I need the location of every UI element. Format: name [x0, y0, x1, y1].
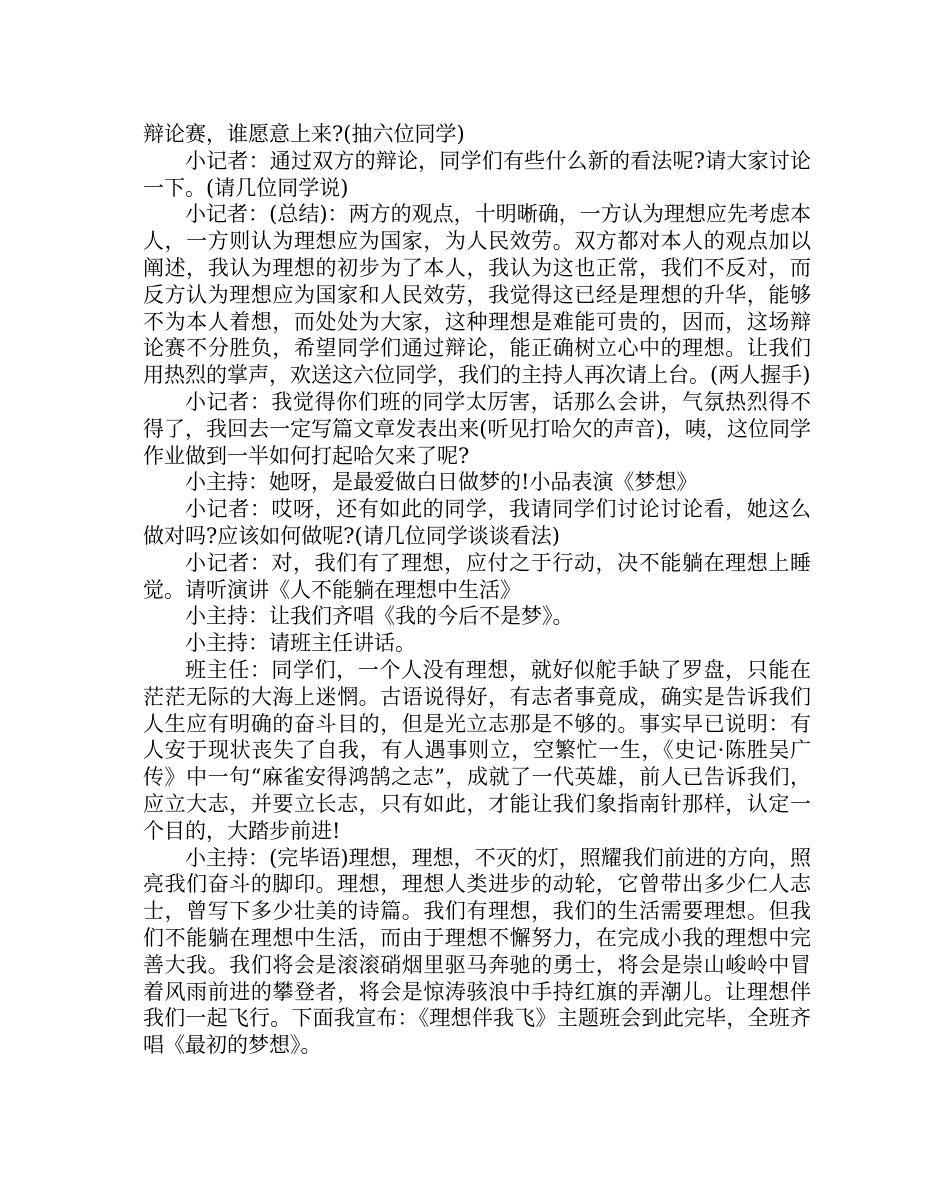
paragraph-debate-invite: 辩论赛，谁愿意上来?(抽六位同学) — [143, 122, 465, 146]
paragraph-host-teacher: 小主持：请班主任讲话。 — [185, 631, 416, 656]
paragraph-host-song: 小主持：让我们齐唱《我的今后不是梦》。 — [185, 604, 574, 629]
paragraph-teacher-speech: 班主任：同学们，一个人没有理想，就好似舵手缺了罗盘，只能在茫茫无际的大海上迷惘。古语说得好，有志者事竟成，确实是告诉我们人生应有明确的奋斗目的，但是光立志那是不够的。事实早已说明：有人安于现状丧失了自我，有人遇事则立，空繁忙一生，《史记·陈胜吴广传》中一句“麻雀安得鸿鹄之志”，成就了一代英雄，前人已告诉我们，应立大志，并要立长志，只有如此，才能让我们象指南针那样，认定一个目的，大踏步前进! — [143, 657, 811, 843]
paragraph-reporter-question: 小记者：哎呀，还有如此的同学，我请同学们讨论讨论看，她这么做对吗?应该如何做呢?(请几位同学谈谈看法) — [143, 497, 811, 548]
paragraph-reporter-discussion: 小记者：通过双方的辩论，同学们有些什么新的看法呢?请大家讨论一下。(请几位同学说) — [143, 148, 811, 200]
paragraph-host-closing: 小主持：(完毕语)理想，理想，不灭的灯，照耀我们前进的方向，照亮我们奋斗的脚印。理想，理想人类进步的动轮，它曾带出多少仁人志士，曾写下多少壮美的诗篇。我们有理想，我们的生活需要理想。但我们不能躺在理想中生活，而由于理想不懈努力，在完成小我的理想中完善大我。我们将会是滚滚硝烟里驱马奔驰的勇士，将会是崇山峻岭中冒着风雨前进的攀登者，将会是惊涛骇浪中手持红旗的弄潮儿。让理想伴我们一起飞行。下面我宣布：《理想伴我飞》主题班会到此完毕，全班齐唱《最初的梦想》。 — [143, 845, 811, 1058]
paragraph-reporter-summary: 小记者：(总结)：两方的观点，十明晰确，一方认为理想应先考虑本人，一方则认为理想应为国家，为人民效劳。双方都对本人的观点加以阐述，我认为理想的初步为了本人，我认为这也正常，我们不反对，而反方认为理想应为国家和人民效劳，我觉得这已经是理想的升华，能够不为本人着想，而处处为大家，这种理想是难能可贵的，因而，这场辩论赛不分胜负，希望同学们通过辩论，能正确树立心中的理想。让我们用热烈的掌声，欢送这六位同学，我们的主持人再次请上台。(两人握手) — [143, 202, 811, 388]
document-page — [143, 121, 811, 1059]
paragraph-host-skit: 小主持：她呀，是最爱做白日做梦的!小品表演《梦想》 — [185, 470, 698, 495]
paragraph-reporter-yawn: 小记者：我觉得你们班的同学太厉害，话那么会讲，气氛热烈得不得了，我回去一定写篇文章发表出来(听见打哈欠的声音)，咦，这位同学作业做到一半如何打起哈欠来了呢? — [143, 389, 811, 468]
paragraph-reporter-speech: 小记者：对，我们有了理想，应付之于行动，决不能躺在理想上睡觉。请听演讲《人不能躺在理想中生活》 — [143, 550, 811, 602]
